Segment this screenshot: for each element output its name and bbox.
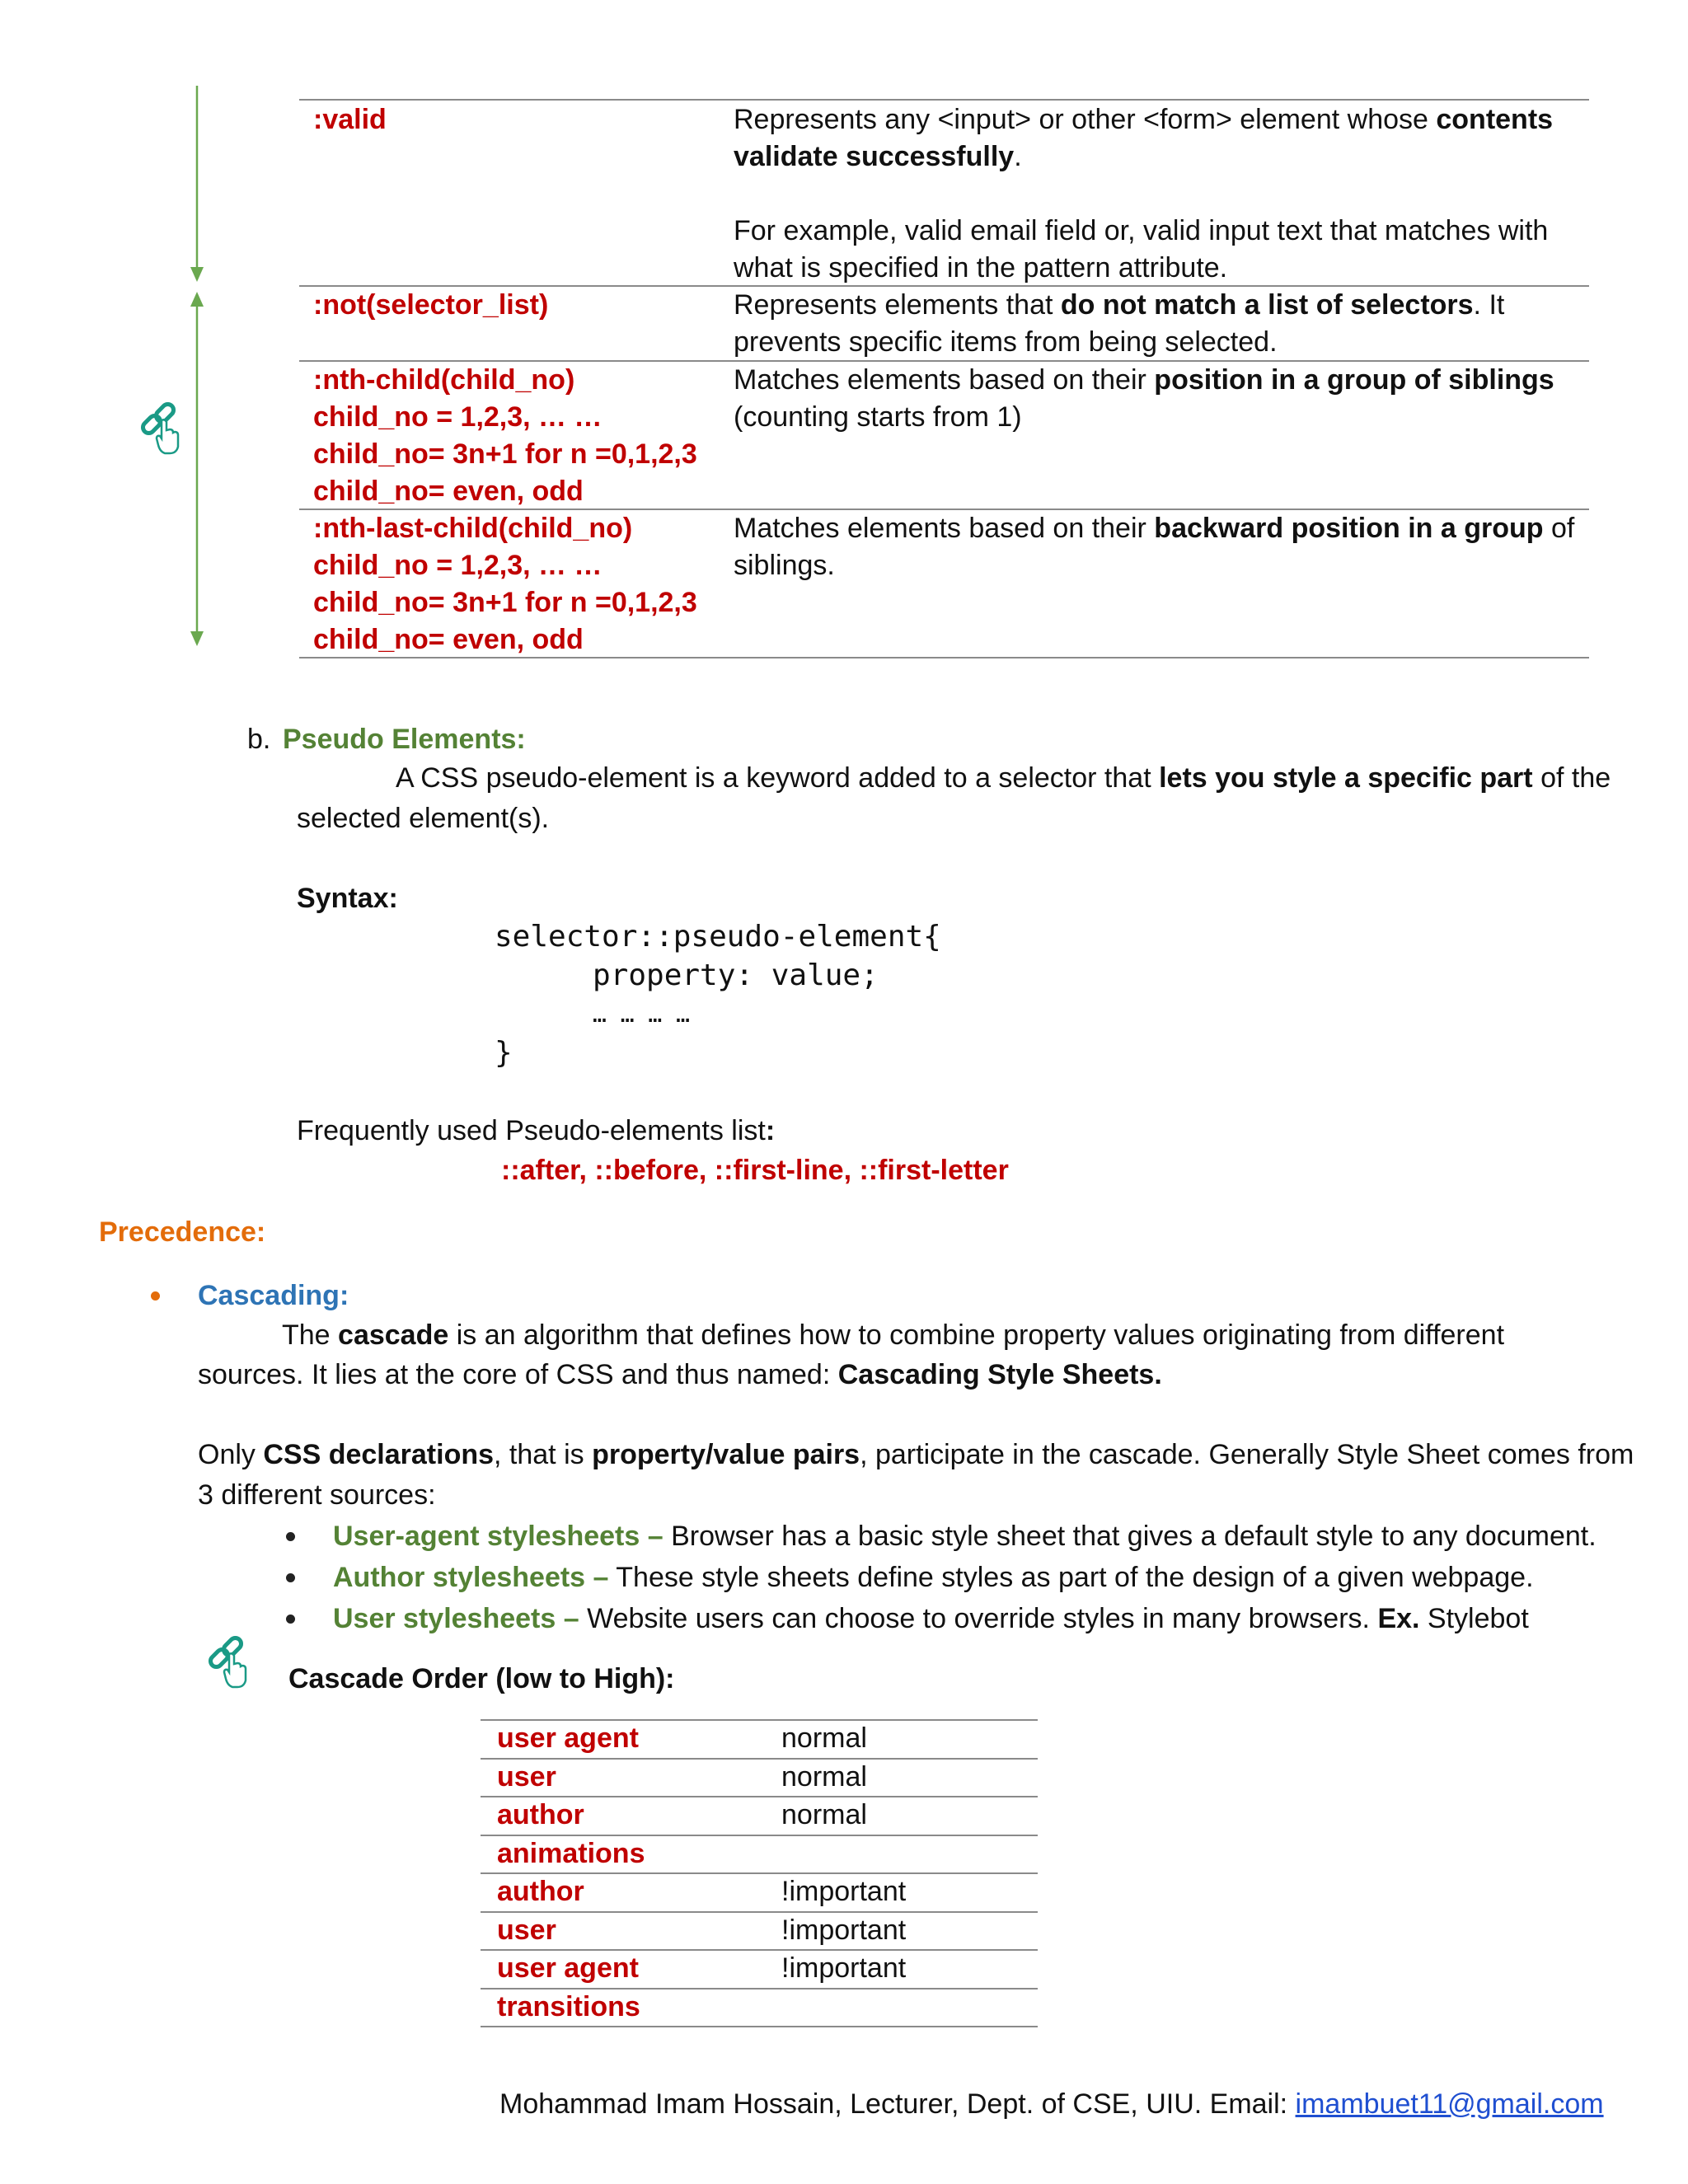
bold-phrase: Ex. [1377,1603,1420,1634]
link-click-icon [137,402,186,457]
selector-line: child_no = 1,2,3, … … [313,550,603,581]
cascade-order-row [481,1872,1038,1911]
cascade-order-row [481,1758,1038,1797]
bold-phrase: do not match a list of selectors [1060,289,1474,321]
pseudo-elements-list: ::after, ::before, ::first-line, ::first-letter [501,1155,1009,1186]
footer-text: Mohammad Imam Hossain, Lecturer, Dept. of CSE, UIU. Email: [499,2088,1296,2120]
source-text: These style sheets define styles as part of the design of a given webpage. [608,1562,1534,1593]
declarations-paragraph-line: 3 different sources: [198,1479,436,1511]
cascade-order-row [481,1796,1038,1835]
pseudo-elements-list-label [297,1113,775,1150]
cascade-order-row [481,1988,1038,2027]
selector-line: :not(selector_list) [313,289,549,321]
range-arrows [181,82,214,659]
selector-line: child_no= 3n+1 for n =0,1,2,3 [313,587,697,618]
description-line: (counting starts from 1) [734,401,1022,433]
bold-phrase: Cascading Style Sheets. [837,1359,1162,1390]
bullet-dot [151,1291,160,1301]
code-line: … … … … [593,1001,691,1028]
cascading-paragraph-line: The cascade is an algorithm that defines how to combine property values originating from different [282,1319,1505,1351]
link-click-icon-cascade [204,1636,254,1690]
description-cell [734,510,1582,584]
importance-cell: normal [781,1760,867,1793]
pseudo-elements-heading: Pseudo Elements: [283,724,526,755]
bold-phrase: contents [1436,104,1554,135]
description-line [734,176,1582,213]
pseudo-elements-paragraph-line: selected element(s). [297,803,550,834]
table-rule [481,2026,1038,2027]
syntax-label: Syntax: [297,883,398,914]
selector-line: child_no= even, odd [313,624,584,655]
source-term: User stylesheets – [333,1603,579,1634]
selector-cell [313,287,548,324]
source-text: Website users can choose to override styles in many browsers. Ex. Stylebot [579,1603,1529,1634]
cascade-order-heading: Cascade Order (low to High): [288,1663,675,1694]
footer [499,2086,1604,2123]
source-term: User-agent stylesheets – [333,1521,663,1552]
selector-cell [313,101,387,138]
arrow-down-valid [190,86,204,282]
arrow-bidirectional [190,292,204,646]
code-line: } [495,1036,513,1070]
origin-cell: author [497,1799,584,1830]
description-line: Represents any <input> or other <form> element whose contents [734,104,1554,135]
selector-line: child_no= even, odd [313,476,584,507]
selector-line: :nth-last-child(child_no) [313,513,633,544]
precedence-heading: Precedence: [99,1216,266,1248]
description-line: Represents elements that do not match a list of selectors. It [734,289,1505,321]
description-cell [734,362,1582,436]
origin-cell: user agent [497,1722,639,1754]
selector-line: child_no = 1,2,3, … … [313,401,603,433]
selector-line: :nth-child(child_no) [313,364,575,396]
list-label-text: Frequently used Pseudo-elements list [297,1115,766,1146]
list-label-colon: : [765,1115,776,1146]
origin-cell: author [497,1876,584,1907]
declarations-paragraph-line: Only CSS declarations, that is property/value pairs, participate in the cascade. Generally Style Sheet comes from [198,1439,1634,1470]
origin-cell: user [497,1760,556,1793]
description-line: For example, valid email field or, valid input text that matches with [734,215,1549,246]
importance-cell: !important [781,1914,907,1946]
selector-line: :valid [313,104,387,135]
source-item [333,1559,1534,1596]
email-link[interactable]: imambuet11@gmail.com [1295,2088,1604,2120]
description-line: Matches elements based on their backward position in a group of [734,513,1575,544]
source-item [333,1601,1529,1638]
bullet-dot [286,1615,295,1624]
source-item [333,1518,1597,1555]
origin-cell: animations [497,1837,645,1869]
importance-cell: !important [781,1876,907,1907]
code-line: selector::pseudo-element{ [495,920,941,954]
selector-cell [313,362,697,510]
selector-line: child_no= 3n+1 for n =0,1,2,3 [313,438,697,470]
description-line: Matches elements based on their position in a group of siblings [734,364,1554,396]
code-line: property: value; [593,958,879,992]
description-line: validate successfully. [734,141,1022,172]
importance-cell: !important [781,1952,907,1984]
pseudo-elements-marker: b. [247,724,271,755]
description-line: siblings. [734,550,835,581]
source-term: Author stylesheets – [333,1562,609,1593]
bold-phrase: property/value pairs [592,1439,860,1470]
pseudo-elements-paragraph-line: A CSS pseudo-element is a keyword added to a selector that lets you style a specific part of the [396,762,1611,794]
cascading-paragraph-line: sources. It lies at the core of CSS and thus named: Cascading Style Sheets. [198,1359,1162,1390]
description-line: what is specified in the pattern attribute. [734,252,1228,284]
importance-cell: normal [781,1722,867,1754]
selector-cell [313,510,697,658]
bold-phrase: lets you style a specific part [1159,762,1533,794]
cascade-order-row [481,1719,1038,1758]
table-rule [299,99,1589,101]
cascading-heading: Cascading: [198,1280,349,1311]
origin-cell: user [497,1914,556,1946]
source-text: Browser has a basic style sheet that gives a default style to any document. [663,1521,1597,1552]
description-cell [734,101,1582,287]
cascade-order-row [481,1949,1038,1988]
cascade-order-row [481,1911,1038,1950]
bold-phrase: position in a group of siblings [1154,364,1554,396]
bold-phrase: cascade [338,1319,449,1351]
importance-cell: normal [781,1799,867,1830]
description-cell [734,287,1582,361]
bullet-dot [286,1573,295,1582]
bold-phrase: backward position in a group [1154,513,1544,544]
cascade-order-row [481,1835,1038,1873]
description-line: prevents specific items from being selected. [734,326,1278,358]
bold-phrase: CSS declarations [263,1439,495,1470]
bullet-dot [286,1532,295,1541]
bold-phrase: validate successfully [734,141,1015,172]
origin-cell: user agent [497,1952,639,1984]
origin-cell: transitions [497,1990,640,2022]
